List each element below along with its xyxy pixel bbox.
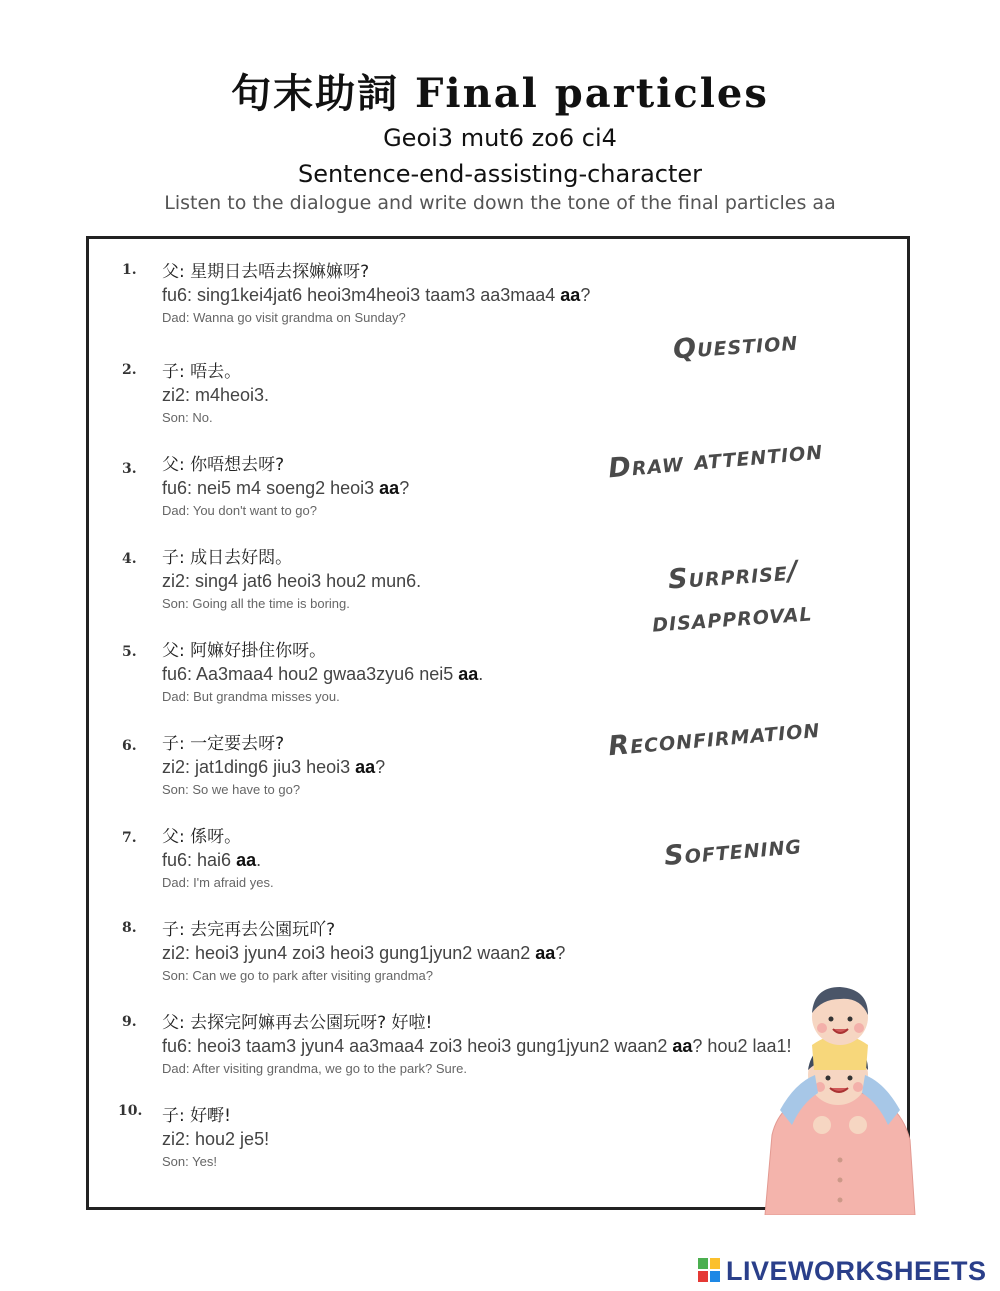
item-number: 4.: [122, 551, 137, 567]
romanized-subtitle: Geoi3 mut6 zo6 ci4: [383, 124, 617, 152]
tag-surprise[interactable]: Surprise/: [667, 555, 800, 596]
particle-answer[interactable]: aa: [560, 285, 581, 305]
particle-answer[interactable]: aa: [458, 664, 479, 684]
english-line: Dad: Wanna go visit grandma on Sunday?: [162, 310, 406, 325]
literal-subtitle: Sentence-end-assisting-character: [297, 160, 703, 188]
tag-reconfirmation[interactable]: Reconfirmation: [607, 712, 822, 763]
liveworksheets-logo[interactable]: [698, 1256, 998, 1286]
item-number: 5.: [122, 644, 137, 660]
item-number: 6.: [122, 738, 137, 754]
particle-answer[interactable]: aa: [236, 850, 257, 870]
item-number: 9.: [122, 1014, 137, 1030]
page-title: 句末助詞 Final particles: [231, 70, 769, 117]
jyutping-line: fu6: heoi3 taam3 jyun4 aa3maa4 zoi3 heoi3 gung1jyun2 waan2 aa? hou2 laa1!: [162, 1036, 792, 1056]
tag-disapproval[interactable]: disapproval: [651, 596, 814, 639]
english-line: Dad: After visiting grandma, we go to the park? Sure.: [162, 1061, 467, 1076]
logo-text: LIVEWORKSHEETS: [726, 1256, 987, 1286]
instruction: Listen to the dialogue and write down the tone of the final particles aa: [164, 192, 836, 214]
english-line: Son: Can we go to park after visiting grandma?: [162, 968, 433, 983]
particle-answer[interactable]: aa: [535, 943, 556, 963]
tag-softening[interactable]: Softening: [662, 829, 804, 872]
liveworksheets-logo-icon: [698, 1258, 720, 1282]
item-number: 7.: [122, 830, 137, 846]
tag-question[interactable]: Question: [672, 325, 800, 366]
jyutping-line: zi2: jat1ding6 jiu3 heoi3 aa?: [162, 757, 386, 777]
item-number: 10.: [118, 1103, 143, 1119]
jyutping-line: fu6: hai6 aa.: [162, 850, 262, 870]
particle-answer[interactable]: aa: [355, 757, 376, 777]
jyutping-line: fu6: nei5 m4 soeng2 heoi3 aa?: [162, 478, 410, 498]
english-line: Son: No.: [162, 410, 213, 425]
chinese-line: 父: 阿嫲好掛住你呀。: [162, 641, 327, 661]
particle-answer[interactable]: aa: [672, 1036, 693, 1056]
english-line: Son: Going all the time is boring.: [162, 596, 350, 611]
chinese-line: 子: 去完再去公園玩吖?: [162, 920, 336, 940]
jyutping-line: zi2: sing4 jat6 heoi3 hou2 mun6.: [162, 571, 422, 591]
jyutping-line: zi2: heoi3 jyun4 zoi3 heoi3 gung1jyun2 waan2 aa?: [162, 943, 566, 963]
tag-draw-attention[interactable]: Draw attention: [607, 434, 825, 485]
particle-answer[interactable]: aa: [379, 478, 400, 498]
chinese-line: 子: 唔去。: [162, 362, 242, 382]
english-line: Son: Yes!: [162, 1154, 217, 1169]
jyutping-line: fu6: sing1kei4jat6 heoi3m4heoi3 taam3 aa3maa4 aa?: [162, 285, 591, 305]
chinese-line: 子: 好嘢!: [162, 1106, 231, 1126]
item-number: 1.: [122, 262, 137, 278]
chinese-line: 父: 星期日去唔去探嫲嫲呀?: [162, 262, 370, 282]
jyutping-line: zi2: m4heoi3.: [162, 385, 270, 405]
chinese-line: 父: 去探完阿嫲再去公園玩呀? 好啦!: [162, 1013, 433, 1033]
english-line: Son: So we have to go?: [162, 782, 301, 797]
chinese-line: 父: 係呀。: [162, 827, 242, 847]
item-number: 3.: [122, 461, 137, 477]
jyutping-line: zi2: hou2 je5!: [162, 1129, 270, 1149]
item-number: 2.: [122, 362, 137, 378]
english-line: Dad: You don't want to go?: [162, 503, 317, 518]
chinese-line: 父: 你唔想去呀?: [162, 455, 285, 475]
english-line: Dad: I'm afraid yes.: [162, 875, 274, 890]
father-son-illustration: [760, 975, 920, 1215]
jyutping-line: fu6: Aa3maa4 hou2 gwaa3zyu6 nei5 aa.: [162, 664, 484, 684]
chinese-line: 子: 一定要去呀?: [162, 734, 285, 754]
chinese-line: 子: 成日去好悶。: [162, 548, 293, 568]
english-line: Dad: But grandma misses you.: [162, 689, 340, 704]
item-number: 8.: [122, 920, 137, 936]
